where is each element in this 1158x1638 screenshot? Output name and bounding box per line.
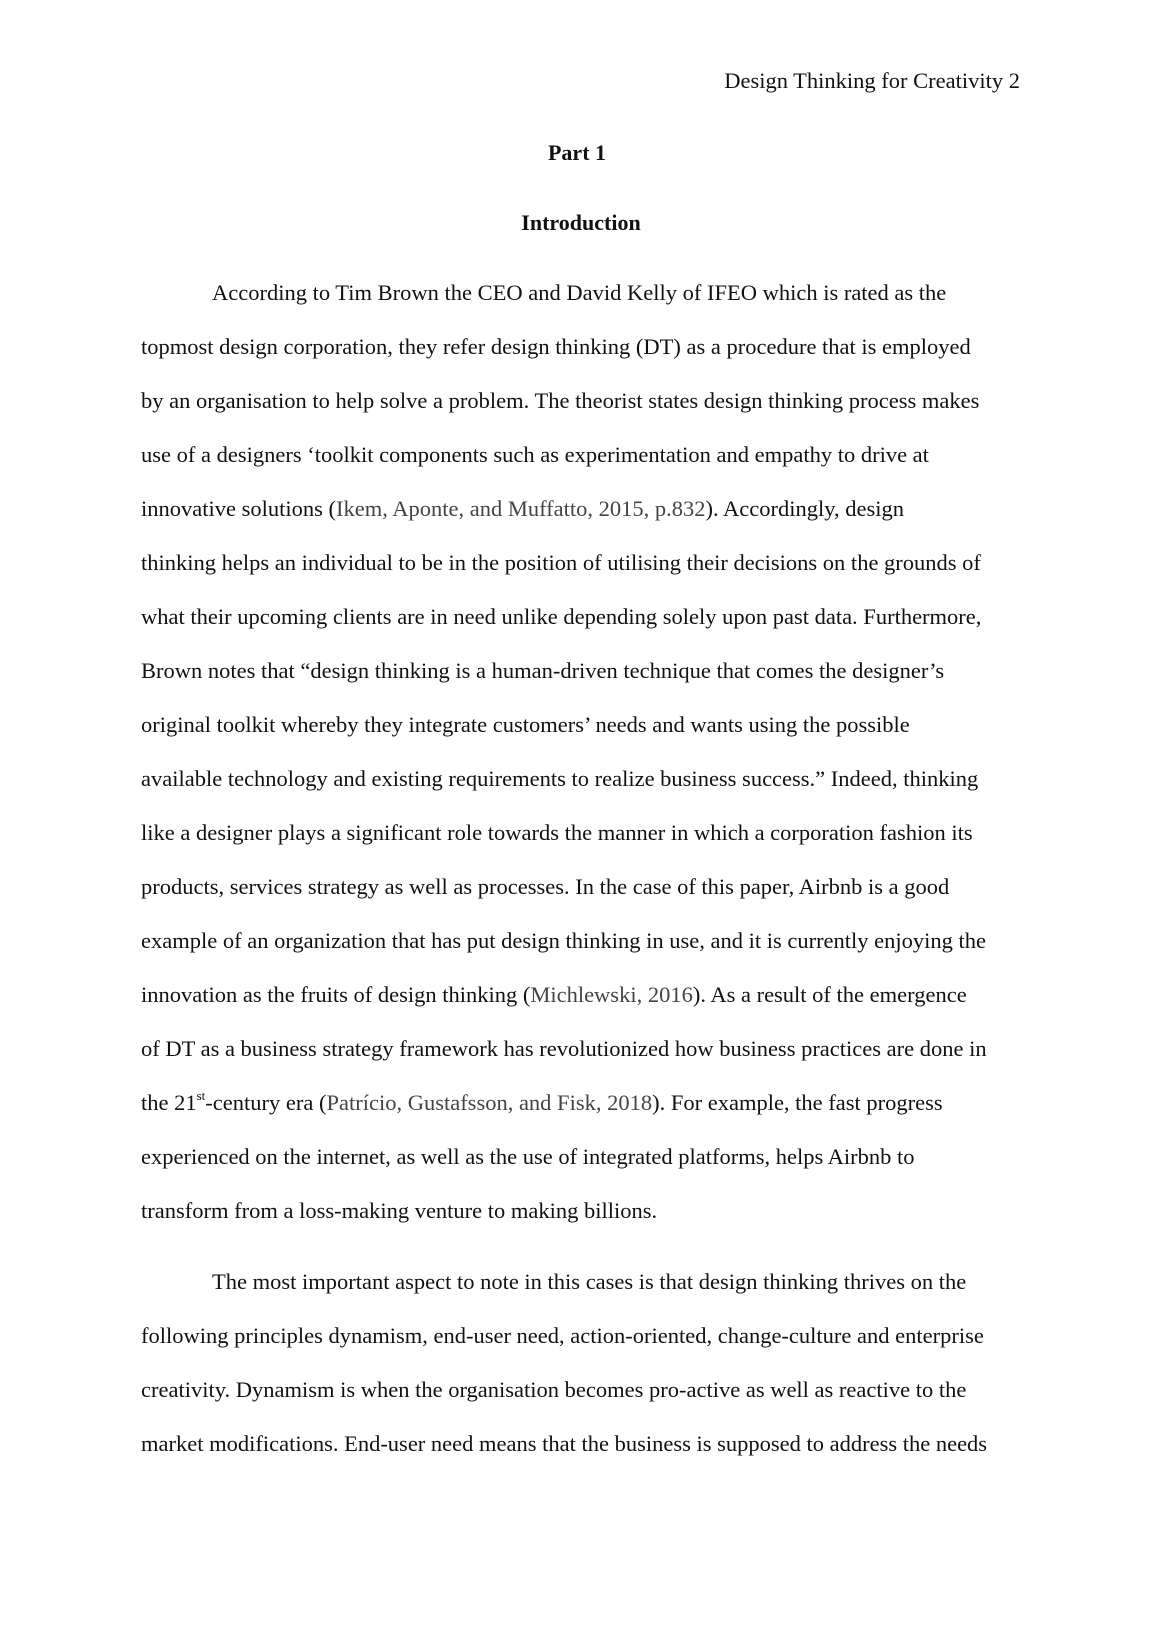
text-line: example of an organization that has put design thinking in use, and it is currently enjoying the [141, 928, 987, 953]
text-line: following principles dynamism, end-user need, action-oriented, change-culture and enterprise [141, 1323, 984, 1348]
text-segment: -century era ( [205, 1090, 327, 1115]
citation: Ikem, Aponte, and Muffatto, 2015, p.832 [336, 496, 706, 521]
running-header: Design Thinking for Creativity 2 [724, 68, 1020, 93]
text-line: what their upcoming clients are in need unlike depending solely upon past data. Furthermore, [141, 604, 982, 629]
text-segment: ). Accordingly, design [705, 496, 905, 521]
text-line [141, 482, 1026, 536]
text-line: available technology and existing requirements to realize business success.” Indeed, thinking [141, 766, 979, 791]
citation: Michlewski, 2016 [530, 982, 693, 1007]
text-segment: ). As a result of the emergence [692, 982, 967, 1007]
paragraph-introduction [141, 266, 1026, 1238]
text-line [141, 968, 1026, 1022]
text-line: transform from a loss-making venture to making billions. [141, 1198, 658, 1223]
text-line: The most important aspect to note in this cases is that design thinking thrives on the [212, 1269, 967, 1294]
text-line: use of a designers ‘toolkit components such as experimentation and empathy to drive at [141, 442, 929, 467]
text-line: According to Tim Brown the CEO and David Kelly of IFEO which is rated as the [212, 280, 947, 305]
text-segment: ). For example, the fast progress [652, 1090, 943, 1115]
text-line: like a designer plays a significant role towards the manner in which a corporation fashion its [141, 820, 973, 845]
text-segment: innovative solutions ( [141, 496, 336, 521]
citation: Patrício, Gustafsson, and Fisk, 2018 [326, 1090, 653, 1115]
part-heading: Part 1 [547, 140, 607, 165]
text-line: of DT as a business strategy framework has revolutionized how business practices are done in [141, 1036, 987, 1061]
ordinal-superscript: st [196, 1087, 206, 1103]
text-line: thinking helps an individual to be in the position of utilising their decisions on the grounds of [141, 550, 981, 575]
text-line: topmost design corporation, they refer design thinking (DT) as a procedure that is employed [141, 334, 971, 359]
text-line: creativity. Dynamism is when the organisation becomes pro-active as well as reactive to the [141, 1377, 967, 1402]
text-line [141, 1076, 1026, 1130]
text-line: Brown notes that “design thinking is a human-driven technique that comes the designer’s [141, 658, 945, 683]
text-line: original toolkit whereby they integrate customers’ needs and wants using the possible [141, 712, 910, 737]
section-heading: Introduction [521, 210, 641, 235]
paragraph-principles [141, 1255, 1026, 1471]
text-segment: innovation as the fruits of design thinking ( [141, 982, 531, 1007]
text-line: market modifications. End-user need means that the business is supposed to address the needs [141, 1431, 988, 1456]
text-line: products, services strategy as well as processes. In the case of this paper, Airbnb is a good [141, 874, 950, 899]
text-line: experienced on the internet, as well as the use of integrated platforms, helps Airbnb to [141, 1144, 915, 1169]
text-line: by an organisation to help solve a problem. The theorist states design thinking process makes [141, 388, 980, 413]
text-segment: the 21 [141, 1090, 197, 1115]
